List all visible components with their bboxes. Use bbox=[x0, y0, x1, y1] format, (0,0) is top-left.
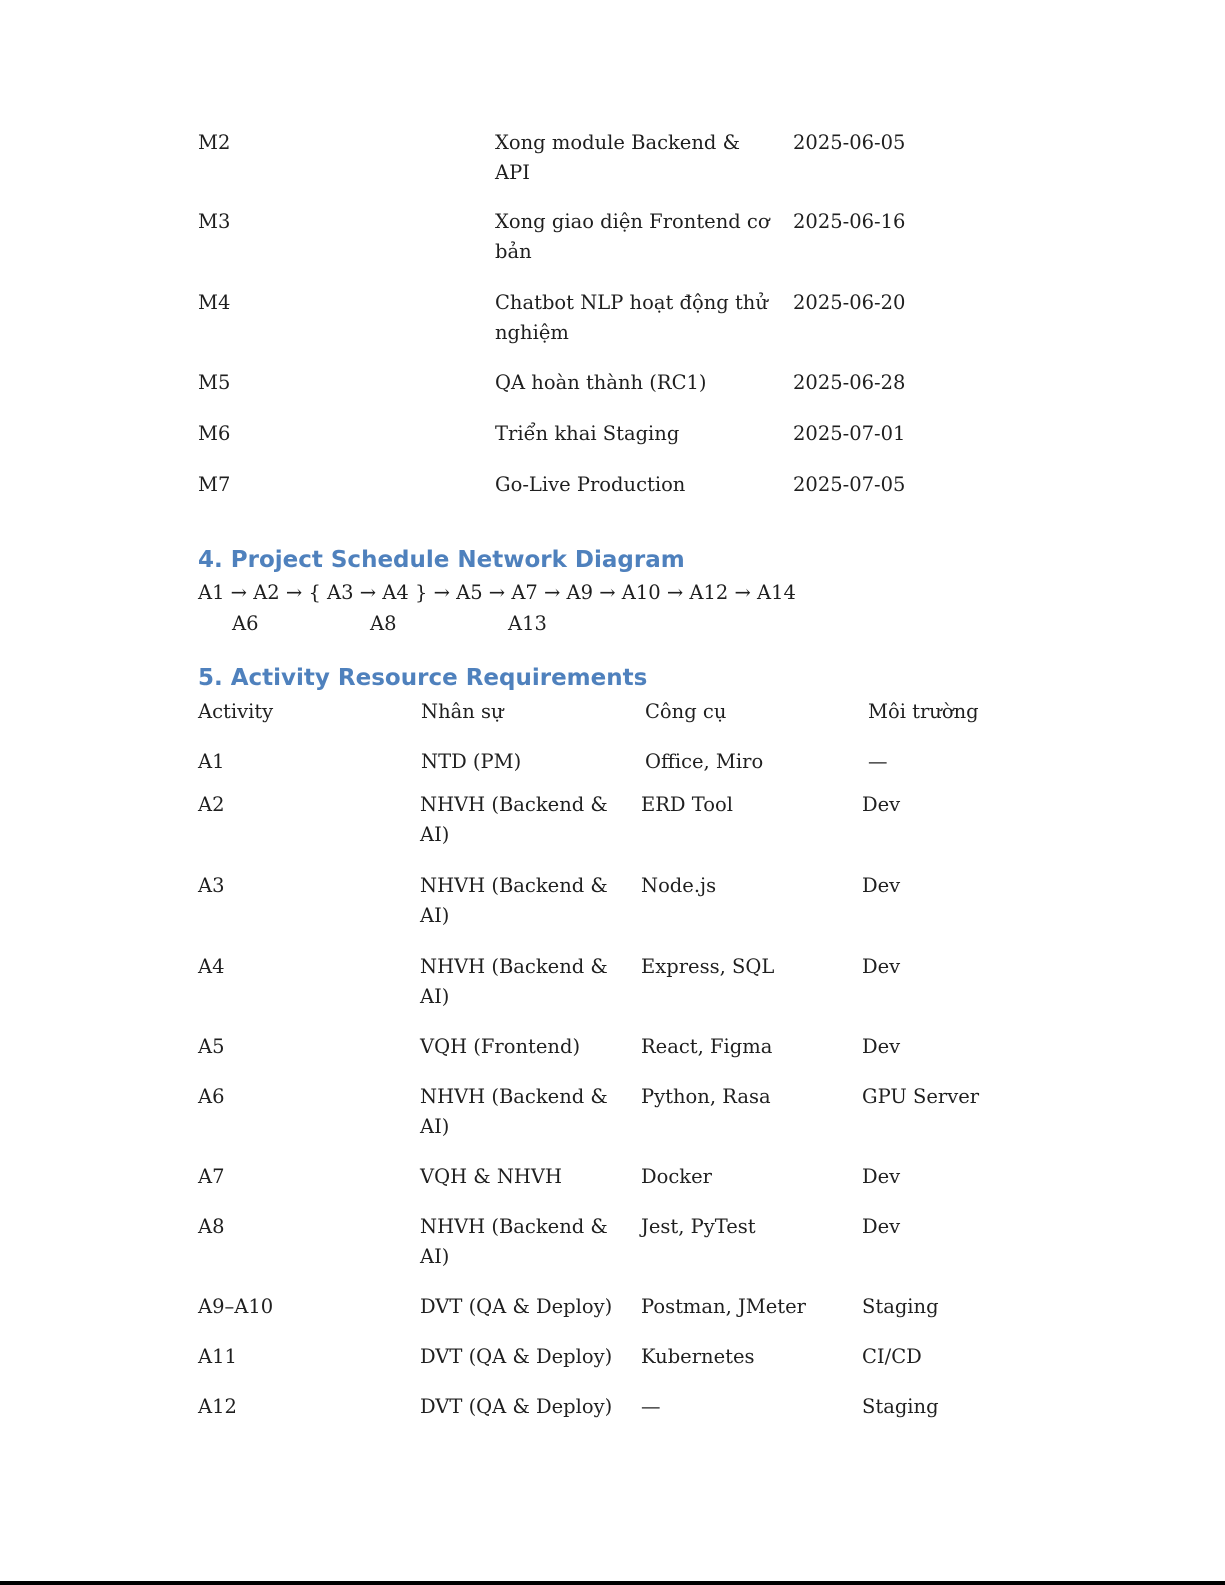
table-cell-staff: NHVH (Backend & AI) bbox=[420, 793, 608, 846]
milestone-description: Xong giao diện Frontend cơ bản bbox=[495, 210, 770, 263]
table-cell-environment: Dev bbox=[862, 1035, 901, 1058]
page-bottom-border bbox=[0, 1581, 1225, 1585]
table-cell-activity: A6 bbox=[198, 1085, 225, 1108]
table-cell-environment: — bbox=[868, 750, 888, 773]
table-cell-tools: Express, SQL bbox=[641, 955, 775, 978]
table-cell-environment: Dev bbox=[862, 955, 901, 978]
table-cell-activity: A12 bbox=[198, 1395, 237, 1418]
table-cell-tools: Node.js bbox=[641, 874, 717, 897]
table-cell-staff: NHVH (Backend & AI) bbox=[420, 1085, 608, 1138]
table-cell-activity: A7 bbox=[198, 1165, 225, 1188]
table-cell-environment: Staging bbox=[862, 1295, 939, 1318]
table-cell-tools: Postman, JMeter bbox=[641, 1295, 807, 1318]
milestone-id: M5 bbox=[198, 371, 231, 394]
milestone-date: 2025-06-05 bbox=[793, 131, 906, 154]
column-header-staff: Nhân sự bbox=[421, 700, 504, 723]
table-cell-environment: Dev bbox=[862, 1165, 901, 1188]
column-header-tools: Công cụ bbox=[645, 700, 727, 723]
table-cell-tools: Kubernetes bbox=[641, 1345, 755, 1368]
column-header-environment: Môi trường bbox=[868, 700, 979, 723]
table-cell-activity: A11 bbox=[198, 1345, 237, 1368]
milestone-id: M6 bbox=[198, 422, 231, 445]
table-cell-activity: A8 bbox=[198, 1215, 225, 1238]
table-cell-activity: A9–A10 bbox=[198, 1295, 274, 1318]
milestone-date: 2025-06-20 bbox=[793, 291, 906, 314]
table-cell-activity: A1 bbox=[198, 750, 225, 773]
milestone-date: 2025-07-01 bbox=[793, 422, 906, 445]
table-cell-staff: VQH (Frontend) bbox=[420, 1035, 581, 1058]
table-cell-environment: Dev bbox=[862, 874, 901, 897]
network-branch-a8: A8 bbox=[370, 612, 397, 635]
network-diagram-heading: 4. Project Schedule Network Diagram bbox=[198, 547, 685, 573]
table-cell-staff: NTD (PM) bbox=[421, 750, 522, 773]
table-cell-staff: DVT (QA & Deploy) bbox=[420, 1295, 613, 1318]
table-cell-staff: DVT (QA & Deploy) bbox=[420, 1345, 613, 1368]
table-cell-staff: VQH & NHVH bbox=[420, 1165, 562, 1188]
table-cell-staff: DVT (QA & Deploy) bbox=[420, 1395, 613, 1418]
table-cell-environment: CI/CD bbox=[862, 1345, 922, 1368]
table-cell-activity: A4 bbox=[198, 955, 225, 978]
milestone-description: Go-Live Production bbox=[495, 473, 686, 496]
table-cell-staff: NHVH (Backend & AI) bbox=[420, 874, 608, 927]
milestone-date: 2025-06-16 bbox=[793, 210, 906, 233]
table-cell-environment: Staging bbox=[862, 1395, 939, 1418]
table-cell-tools: — bbox=[641, 1395, 661, 1418]
milestone-id: M2 bbox=[198, 131, 231, 154]
milestone-id: M7 bbox=[198, 473, 231, 496]
table-cell-activity: A2 bbox=[198, 793, 225, 816]
table-cell-tools: Python, Rasa bbox=[641, 1085, 771, 1108]
network-branch-a6: A6 bbox=[232, 612, 259, 635]
table-cell-tools: Docker bbox=[641, 1165, 712, 1188]
table-cell-activity: A3 bbox=[198, 874, 225, 897]
milestone-id: M3 bbox=[198, 210, 231, 233]
table-cell-environment: GPU Server bbox=[862, 1085, 980, 1108]
milestone-date: 2025-06-28 bbox=[793, 371, 906, 394]
milestone-description: Chatbot NLP hoạt động thử nghiệm bbox=[495, 291, 768, 344]
network-main-path: A1 → A2 → { A3 → A4 } → A5 → A7 → A9 → A10 → A12 → A14 bbox=[198, 581, 796, 604]
resource-requirements-heading: 5. Activity Resource Requirements bbox=[198, 665, 648, 691]
table-cell-tools: Office, Miro bbox=[645, 750, 764, 773]
column-header-activity: Activity bbox=[198, 700, 274, 723]
table-cell-staff: NHVH (Backend & AI) bbox=[420, 1215, 608, 1268]
milestone-id: M4 bbox=[198, 291, 231, 314]
milestone-description: Triển khai Staging bbox=[495, 422, 680, 445]
table-cell-environment: Dev bbox=[862, 793, 901, 816]
table-cell-staff: NHVH (Backend & AI) bbox=[420, 955, 608, 1008]
milestone-description: QA hoàn thành (RC1) bbox=[495, 371, 707, 394]
table-cell-environment: Dev bbox=[862, 1215, 901, 1238]
network-branch-a13: A13 bbox=[508, 612, 547, 635]
table-cell-tools: Jest, PyTest bbox=[641, 1215, 756, 1238]
milestone-description: Xong module Backend & API bbox=[495, 131, 740, 184]
table-cell-tools: ERD Tool bbox=[641, 793, 733, 816]
table-cell-tools: React, Figma bbox=[641, 1035, 773, 1058]
table-cell-activity: A5 bbox=[198, 1035, 225, 1058]
milestone-date: 2025-07-05 bbox=[793, 473, 906, 496]
